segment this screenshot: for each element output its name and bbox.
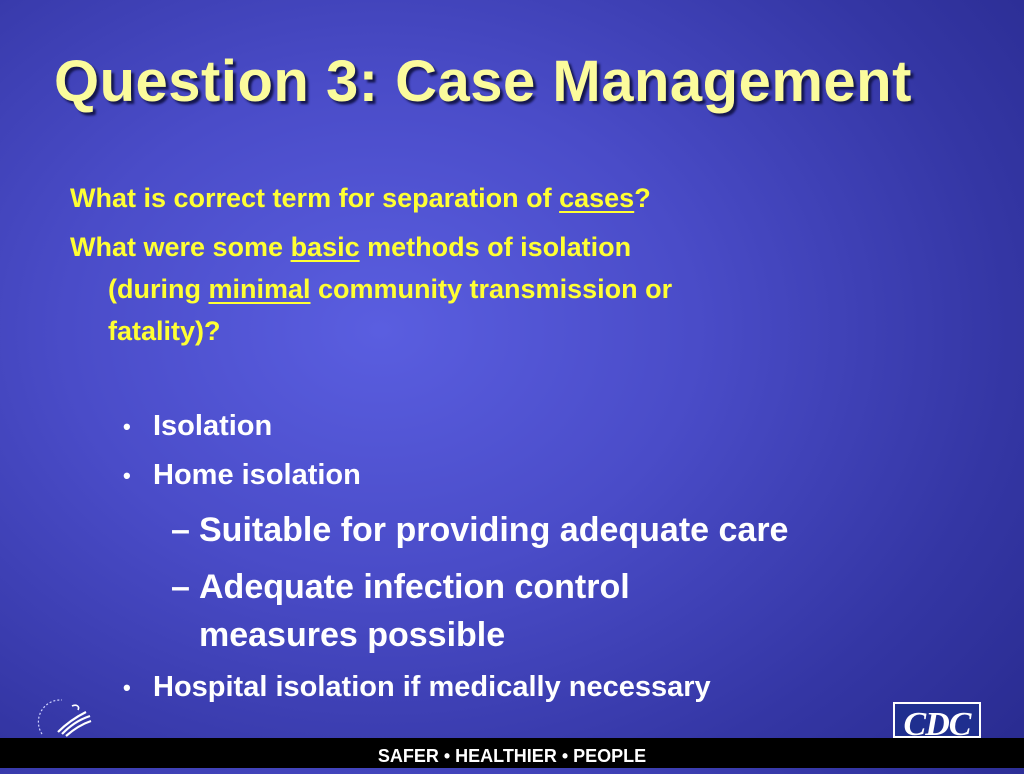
- subbullet-infection-control-line-2: measures possible: [199, 616, 506, 654]
- bullet-marker: •: [123, 414, 131, 439]
- underlined-minimal: minimal: [208, 274, 311, 304]
- bullet-marker: •: [123, 463, 131, 488]
- bullet-home-isolation: • Home isolation: [123, 459, 361, 491]
- question-2-line-3: fatality)?: [108, 316, 221, 346]
- bullet-isolation: • Isolation: [123, 410, 273, 442]
- cdc-logo: CDC: [893, 702, 981, 738]
- question-1: What is correct term for separation of cases?: [70, 183, 651, 213]
- hhs-eagle-icon: [36, 694, 92, 738]
- subbullet-adequate-care: – Suitable for providing adequate care: [199, 507, 788, 553]
- dash-marker: –: [171, 511, 190, 549]
- question-2-line-2: (during minimal community transmission or: [108, 274, 673, 304]
- underlined-cases: cases: [559, 183, 635, 213]
- underlined-basic: basic: [290, 232, 360, 262]
- slide-title: Question 3: Case Management: [54, 49, 912, 114]
- subbullet-infection-control: – Adequate infection control: [199, 564, 630, 610]
- dash-marker: –: [171, 568, 190, 606]
- bullet-marker: •: [123, 675, 131, 700]
- question-2-line-1: What were some basic methods of isolation: [70, 232, 632, 262]
- bullet-hospital-isolation: • Hospital isolation if medically necessary: [123, 671, 711, 703]
- footer-banner: SAFER • HEALTHIER • PEOPLE: [0, 738, 1024, 768]
